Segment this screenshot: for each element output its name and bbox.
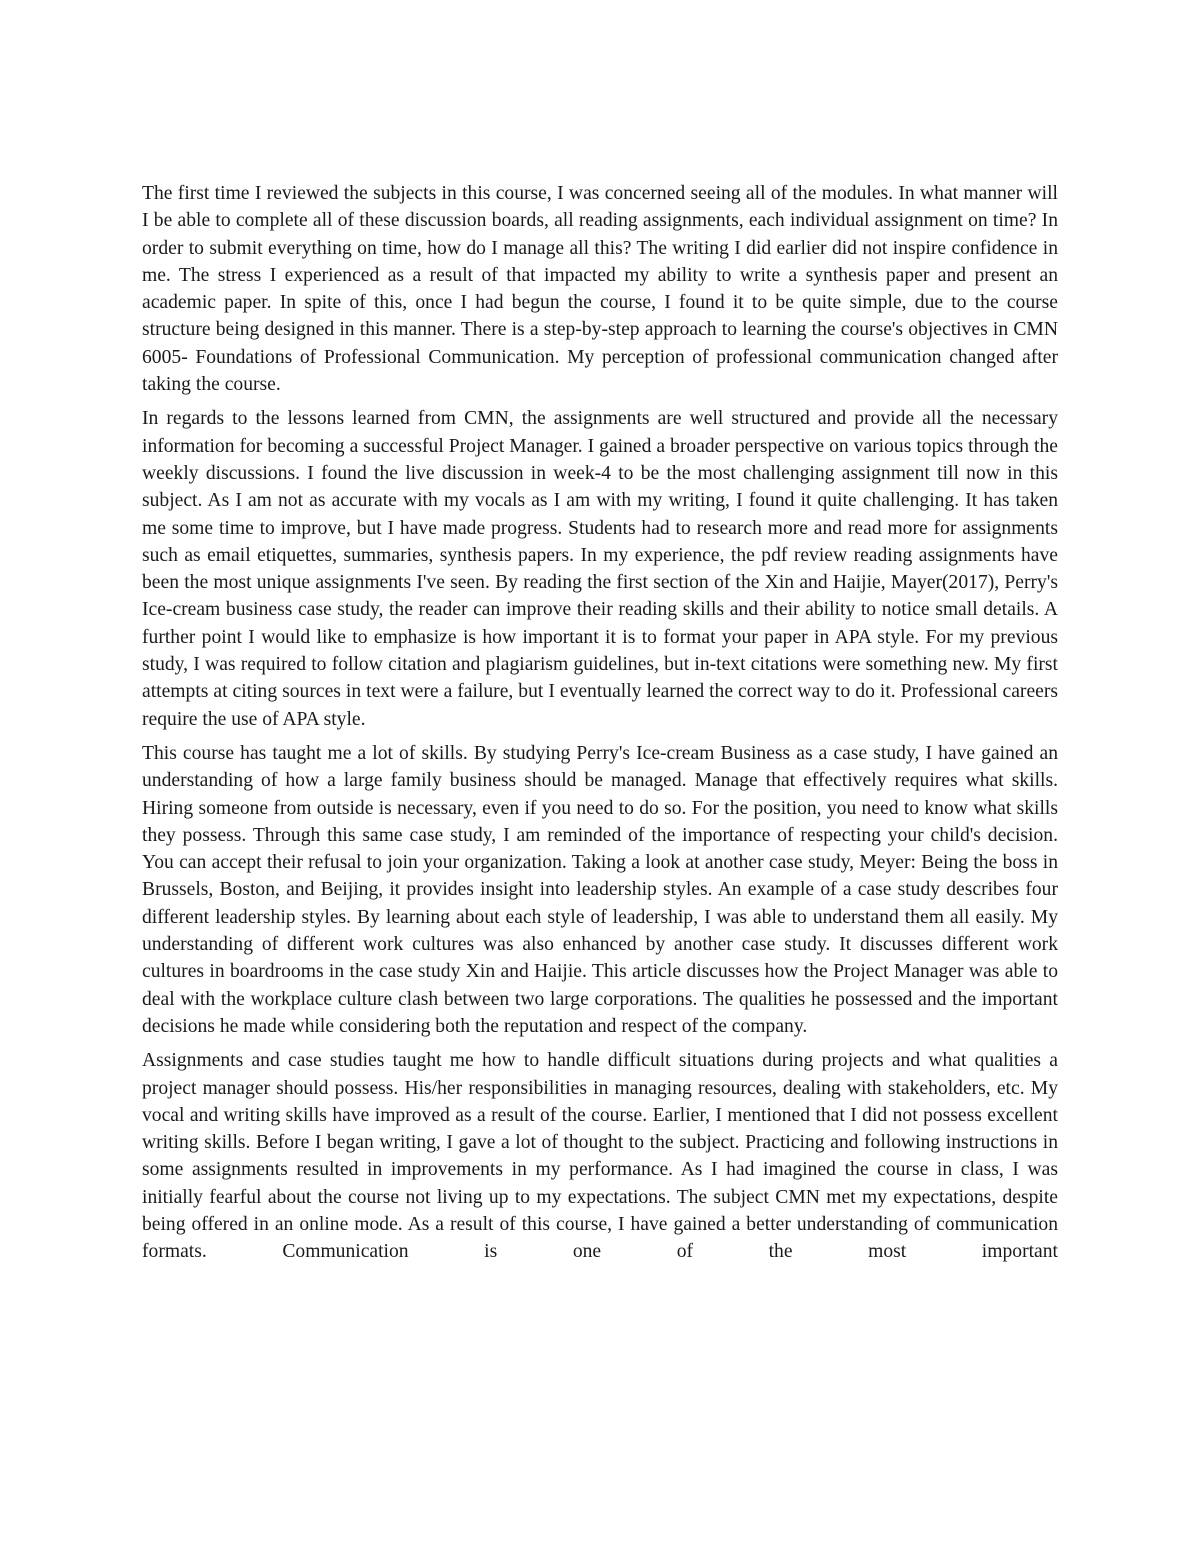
paragraph-4: Assignments and case studies taught me how to handle difficult situations during projects and what qualities a project manager should possess. His/her responsibilities in managing resources, dealing with stakeholders, etc. My vocal and writing skills have improved as a result of the course. Earlier, I mentioned that I did not possess excellent writing skills. Before I began writing, I gave a lot of thought to the subject. Practicing and following instructions in some assignments resulted in improvements in my performance. As I had imagined the course in class, I was initially fearful about the course not living up to my expectations. The subject CMN met my expectations, despite being offered in an online mode. As a result of this course, I have gained a better understanding of communication formats. Communication is one of the most important bbox=[142, 1050, 1058, 1263]
paragraph-3: This course has taught me a lot of skills. By studying Perry's Ice-cream Business as a case study, I have gained an understanding of how a large family business should be managed. Manage that effectively requires what skills. Hiring someone from outside is necessary, even if you need to do so. For the position, you need to know what skills they possess. Through this same case study, I am reminded of the importance of respecting your child's decision. You can accept their refusal to join your organization. Taking a look at another case study, Meyer: Being the boss in Brussels, Boston, and Beijing, it provides insight into leadership styles. An example of a case study describes four different leadership styles. By learning about each style of leadership, I was able to understand them all easily. My understanding of different work cultures was also enhanced by another case study. It discusses different work cultures in boardrooms in the case study Xin and Haijie. This article discusses how the Project Manager was able to deal with the workplace culture clash between two large corporations. The qualities he possessed and the important decisions he made while considering both the reputation and respect of the company. bbox=[142, 742, 1058, 1037]
paragraph-2: In regards to the lessons learned from CMN, the assignments are well structured and provide all the necessary information for becoming a successful Project Manager. I gained a broader perspective on various topics through the weekly discussions. I found the live discussion in week-4 to be the most challenging assignment till now in this subject. As I am not as accurate with my vocals as I am with my writing, I found it quite challenging. It has taken me some time to improve, but I have made progress. Students had to research more and read more for assignments such as email etiquettes, summaries, synthesis papers. In my experience, the pdf review reading assignments have been the most unique assignments I've seen. By reading the first section of the Xin and Haijie, Mayer(2017), Perry's Ice-cream business case study, the reader can improve their reading skills and their ability to notice small details. A further point I would like to emphasize is how important it is to format your paper in APA style. For my previous study, I was required to follow citation and plagiarism guidelines, but in-text citations were something new. My first attempts at citing sources in text were a failure, but I eventually learned the correct way to do it. Professional careers require the use of APA style. bbox=[142, 408, 1058, 730]
document-body bbox=[142, 180, 1058, 1266]
paragraph-1: The first time I reviewed the subjects in this course, I was concerned seeing all of the modules. In what manner will I be able to complete all of these discussion boards, all reading assignments, each individual assignment on time? In order to submit everything on time, how do I manage all this? The writing I did earlier did not inspire confidence in me. The stress I experienced as a result of that impacted my ability to write a synthesis paper and present an academic paper. In spite of this, once I had begun the course, I found it to be quite simple, due to the course structure being designed in this manner. There is a step-by-step approach to learning the course's objectives in CMN 6005- Foundations of Professional Communication. My perception of professional communication changed after taking the course. bbox=[142, 183, 1058, 396]
